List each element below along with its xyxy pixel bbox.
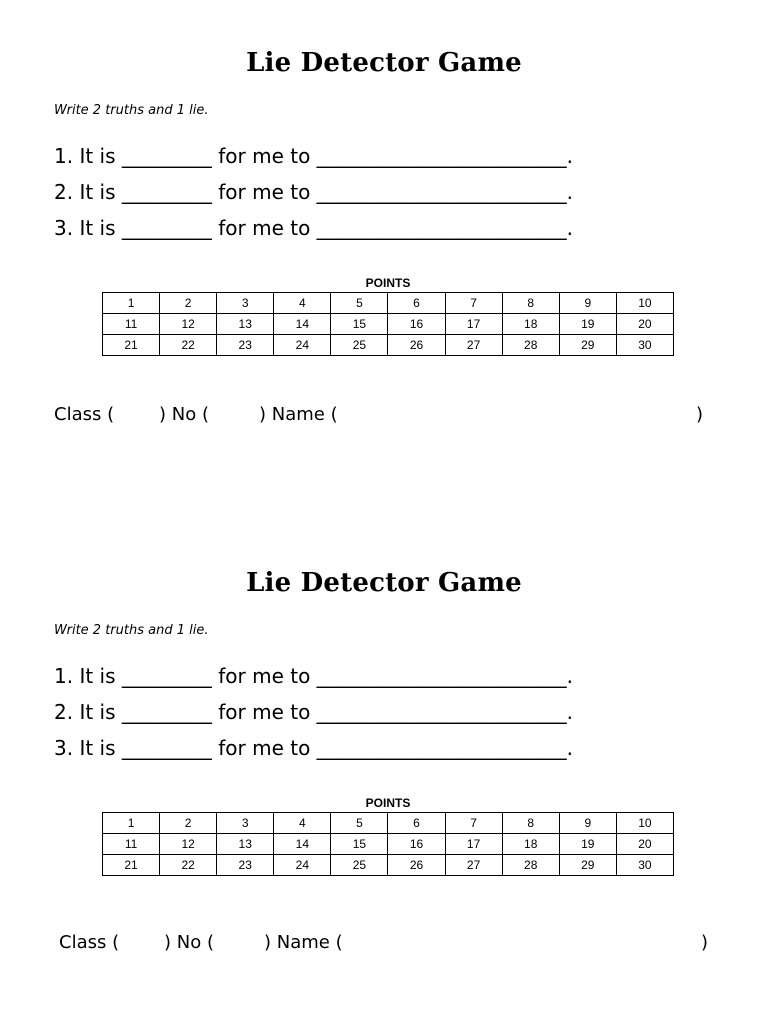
points-cell[interactable]: 4 xyxy=(274,813,331,834)
sentence-list xyxy=(54,140,744,248)
points-cell[interactable]: 3 xyxy=(217,293,274,314)
points-cell[interactable]: 6 xyxy=(388,293,445,314)
points-cell[interactable]: 8 xyxy=(502,293,559,314)
points-row xyxy=(103,335,674,356)
points-cell[interactable]: 30 xyxy=(616,855,673,876)
points-cell[interactable]: 6 xyxy=(388,813,445,834)
sentence-line: 2. It is _________ for me to _________________________. xyxy=(54,180,574,204)
points-cell[interactable]: 14 xyxy=(274,314,331,335)
student-info-line xyxy=(54,404,714,432)
points-cell[interactable]: 28 xyxy=(502,335,559,356)
points-cell[interactable]: 17 xyxy=(445,834,502,855)
points-cell[interactable]: 25 xyxy=(331,855,388,876)
sentence-list xyxy=(54,660,744,768)
points-cell[interactable]: 24 xyxy=(274,855,331,876)
class-label: Class ( xyxy=(54,404,115,425)
points-cell[interactable]: 24 xyxy=(274,335,331,356)
points-cell[interactable]: 27 xyxy=(445,855,502,876)
worksheet-2 xyxy=(0,520,768,1032)
points-cell[interactable]: 10 xyxy=(616,813,673,834)
points-row xyxy=(103,855,674,876)
points-cell[interactable]: 11 xyxy=(103,834,160,855)
name-label: ) Name ( xyxy=(259,404,338,425)
sentence-line: 1. It is _________ for me to _________________________. xyxy=(54,664,574,688)
sentence-line: 2. It is _________ for me to _________________________. xyxy=(54,700,574,724)
sentence-line: 3. It is _________ for me to _________________________. xyxy=(54,216,574,240)
points-cell[interactable]: 12 xyxy=(160,314,217,335)
points-cell[interactable]: 18 xyxy=(502,834,559,855)
points-cell[interactable]: 26 xyxy=(388,855,445,876)
points-cell[interactable]: 29 xyxy=(559,335,616,356)
points-cell[interactable]: 1 xyxy=(103,293,160,314)
sentence-line: 3. It is _________ for me to _________________________. xyxy=(54,736,574,760)
points-cell[interactable]: 7 xyxy=(445,813,502,834)
points-cell[interactable]: 13 xyxy=(217,834,274,855)
points-cell[interactable]: 8 xyxy=(502,813,559,834)
points-cell[interactable]: 21 xyxy=(103,855,160,876)
points-row xyxy=(103,314,674,335)
points-cell[interactable]: 23 xyxy=(217,855,274,876)
points-cell[interactable]: 18 xyxy=(502,314,559,335)
points-cell[interactable]: 19 xyxy=(559,834,616,855)
points-cell[interactable]: 25 xyxy=(331,335,388,356)
points-cell[interactable]: 7 xyxy=(445,293,502,314)
points-cell[interactable]: 10 xyxy=(616,293,673,314)
points-cell[interactable]: 26 xyxy=(388,335,445,356)
points-cell[interactable]: 2 xyxy=(160,813,217,834)
points-cell[interactable]: 28 xyxy=(502,855,559,876)
points-cell[interactable]: 22 xyxy=(160,335,217,356)
points-cell[interactable]: 22 xyxy=(160,855,217,876)
points-row xyxy=(103,813,674,834)
points-cell[interactable]: 14 xyxy=(274,834,331,855)
points-cell[interactable]: 5 xyxy=(331,813,388,834)
instructions-text: Write 2 truths and 1 lie. xyxy=(54,623,209,638)
points-table xyxy=(102,292,674,356)
points-cell[interactable]: 15 xyxy=(331,834,388,855)
number-label: ) No ( xyxy=(159,404,209,425)
worksheet-title: Lie Detector Game xyxy=(246,568,522,598)
points-cell[interactable]: 5 xyxy=(331,293,388,314)
points-cell[interactable]: 20 xyxy=(616,834,673,855)
name-label: ) Name ( xyxy=(264,932,343,953)
closing-paren: ) xyxy=(696,404,704,425)
instructions-text: Write 2 truths and 1 lie. xyxy=(54,103,209,118)
points-cell[interactable]: 2 xyxy=(160,293,217,314)
points-cell[interactable]: 1 xyxy=(103,813,160,834)
points-cell[interactable]: 21 xyxy=(103,335,160,356)
worksheet-1 xyxy=(0,0,768,512)
points-cell[interactable]: 29 xyxy=(559,855,616,876)
points-cell[interactable]: 16 xyxy=(388,314,445,335)
points-cell[interactable]: 9 xyxy=(559,813,616,834)
worksheet-title: Lie Detector Game xyxy=(246,48,522,78)
number-label: ) No ( xyxy=(164,932,214,953)
points-row xyxy=(103,834,674,855)
points-label: POINTS xyxy=(365,276,411,290)
student-info-line xyxy=(59,932,719,960)
points-cell[interactable]: 30 xyxy=(616,335,673,356)
class-label: Class ( xyxy=(59,932,120,953)
closing-paren: ) xyxy=(701,932,709,953)
points-cell[interactable]: 12 xyxy=(160,834,217,855)
points-cell[interactable]: 27 xyxy=(445,335,502,356)
points-cell[interactable]: 13 xyxy=(217,314,274,335)
points-cell[interactable]: 11 xyxy=(103,314,160,335)
points-cell[interactable]: 20 xyxy=(616,314,673,335)
points-label: POINTS xyxy=(365,796,411,810)
points-cell[interactable]: 3 xyxy=(217,813,274,834)
points-row xyxy=(103,293,674,314)
sentence-line: 1. It is _________ for me to _________________________. xyxy=(54,144,574,168)
points-cell[interactable]: 4 xyxy=(274,293,331,314)
points-table xyxy=(102,812,674,876)
points-cell[interactable]: 16 xyxy=(388,834,445,855)
points-cell[interactable]: 23 xyxy=(217,335,274,356)
points-cell[interactable]: 17 xyxy=(445,314,502,335)
points-cell[interactable]: 9 xyxy=(559,293,616,314)
points-cell[interactable]: 19 xyxy=(559,314,616,335)
points-cell[interactable]: 15 xyxy=(331,314,388,335)
